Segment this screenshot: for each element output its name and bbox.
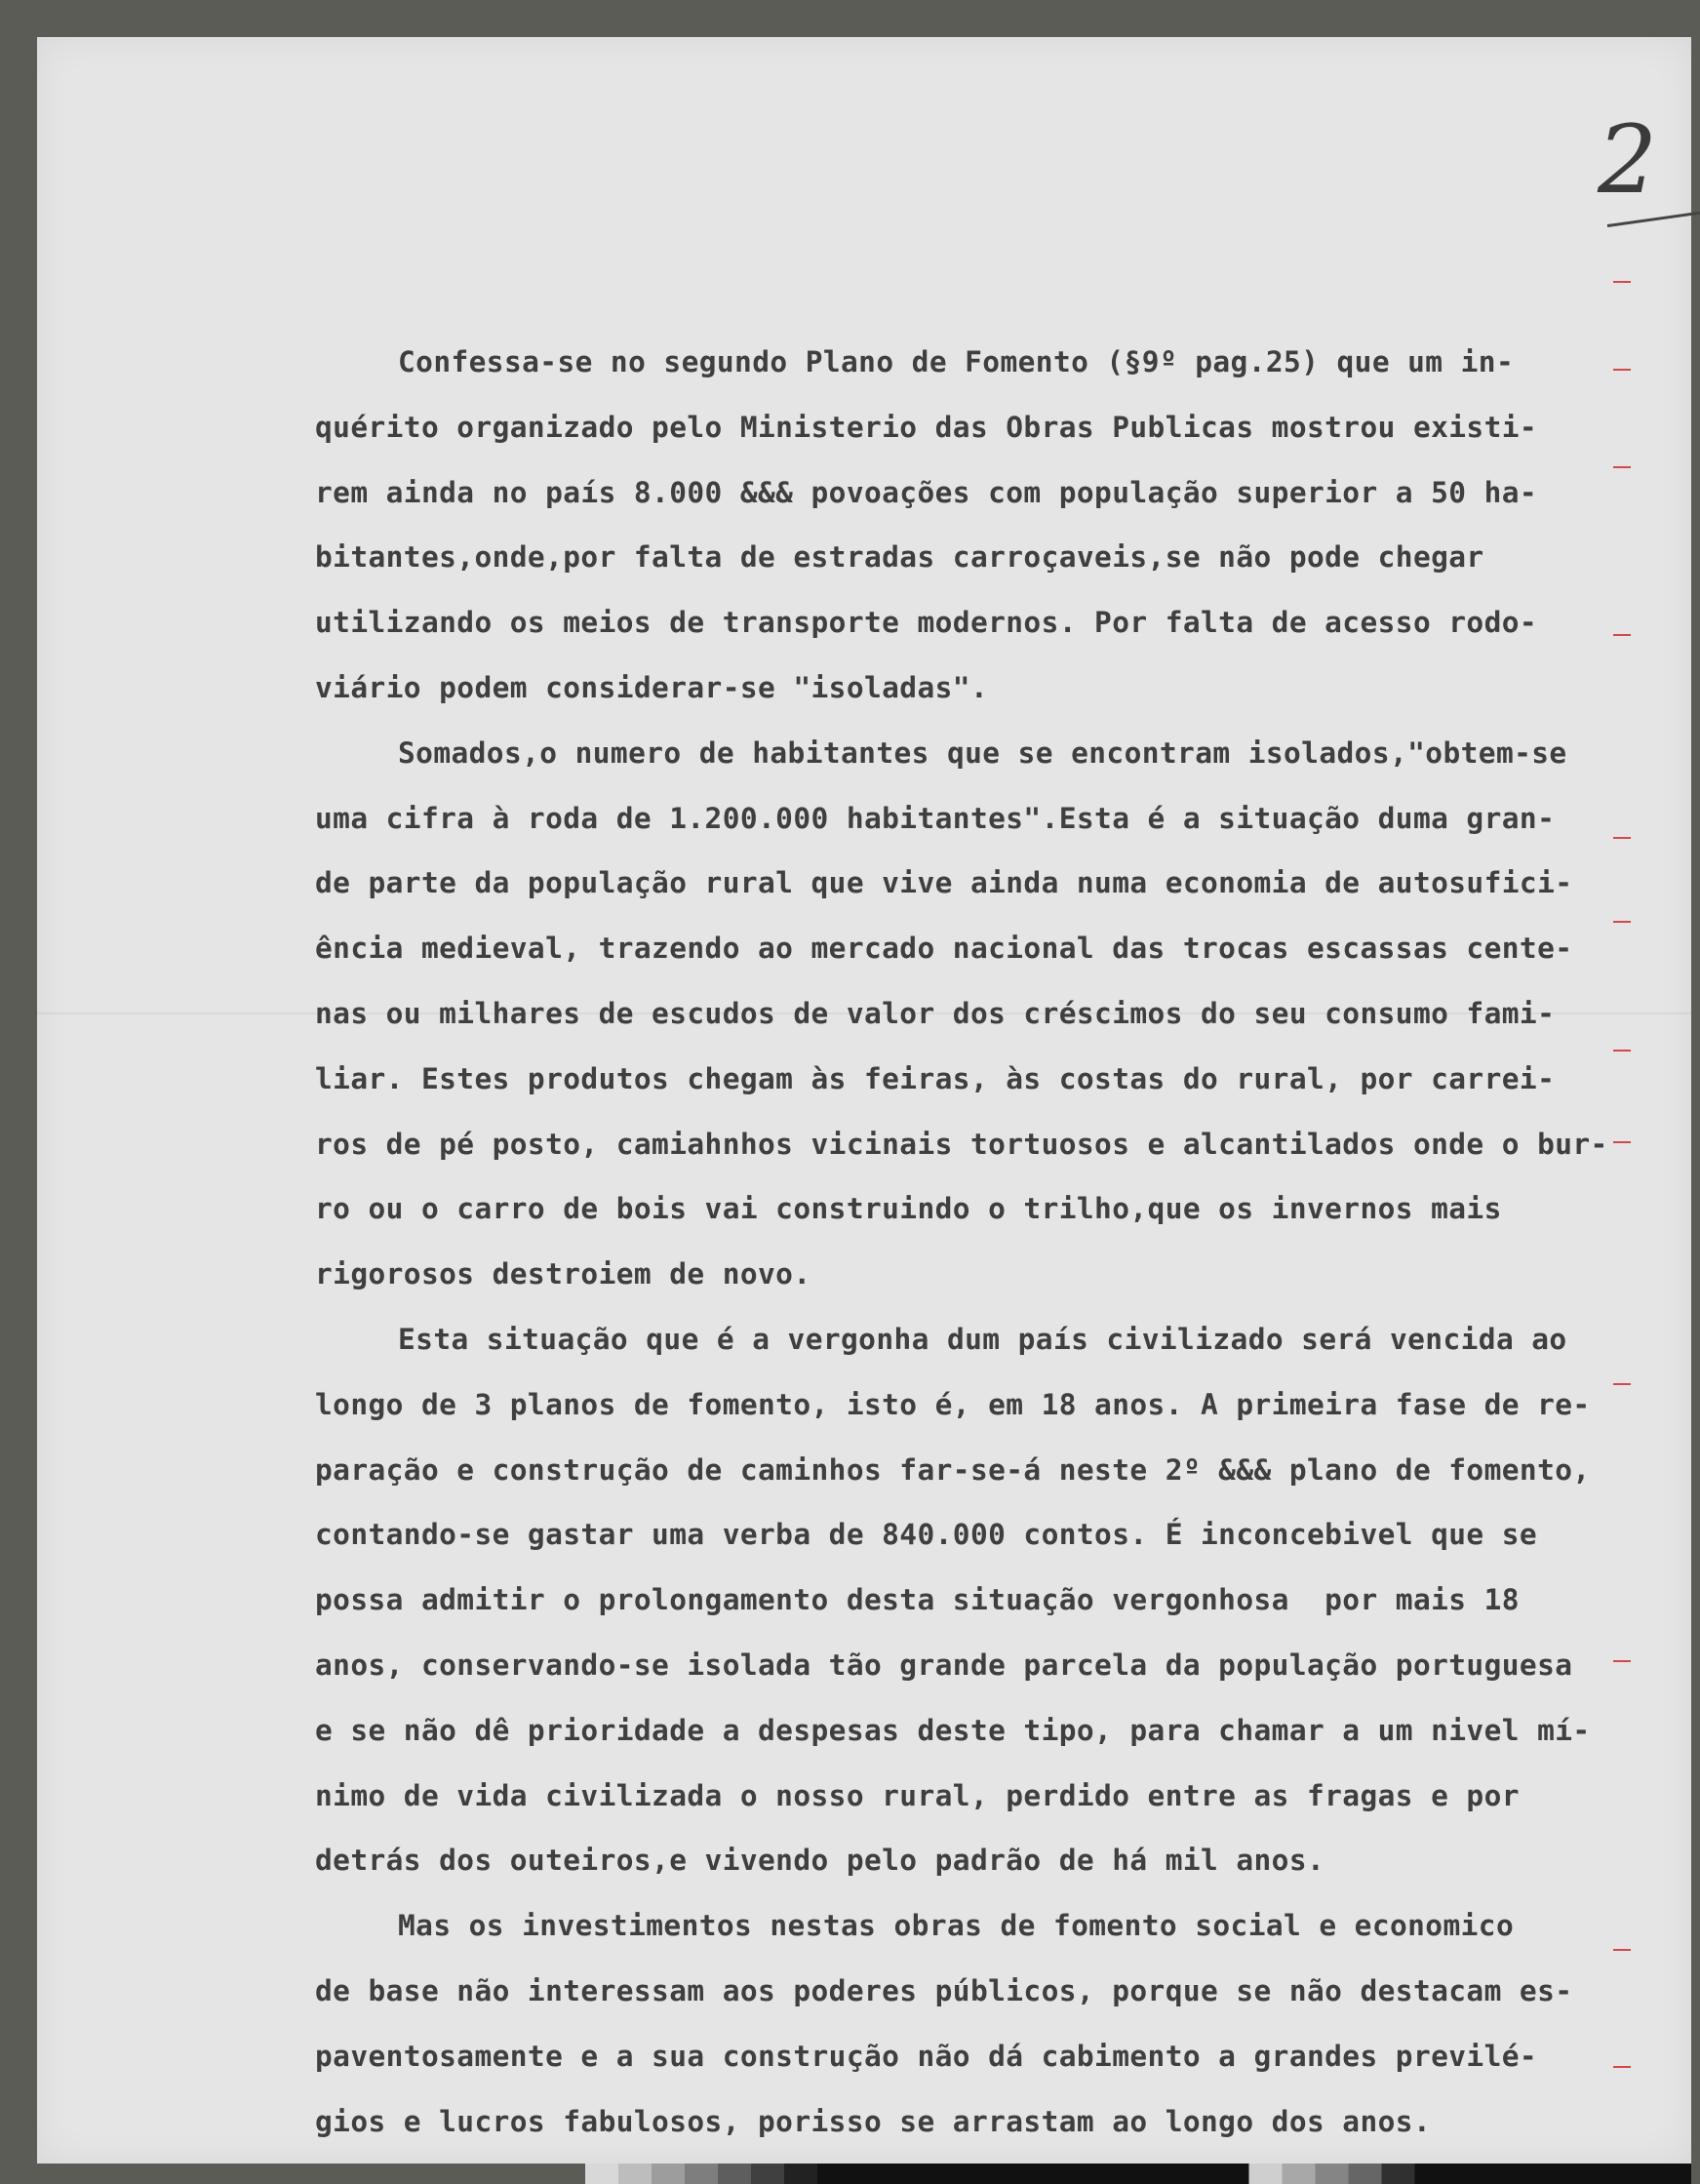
text-line: Confessa-se no segundo Plano de Fomento (§9º pag.25) que um in- xyxy=(398,345,1515,378)
text-line: Somados,o numero de habitantes que se encontram isolados,"obtem-se xyxy=(398,735,1567,770)
text-line: quérito organizado pelo Ministerio das Obras Publicas mostrou existi- xyxy=(315,410,1538,444)
text-line: rigorosos destroiem de novo. xyxy=(315,1257,811,1291)
document-page xyxy=(37,37,1691,2164)
typewritten-body xyxy=(315,330,1671,2154)
paragraph xyxy=(315,330,1671,721)
paragraph xyxy=(315,721,1671,1307)
text-line: gios e lucros fabulosos, porisso se arrastam ao longo dos anos. xyxy=(315,2104,1432,2138)
text-line: de parte da população rural que vive ainda numa economia de autosufici- xyxy=(315,866,1573,900)
text-line: nimo de vida civilizada o nosso rural, perdido entre as fragas e por xyxy=(315,1778,1520,1812)
text-line: rem ainda no país 8.000 &&& povoações com população superior a 50 ha- xyxy=(315,475,1538,509)
text-line: ro ou o carro de bois vai construindo o trilho,que os invernos mais xyxy=(315,1192,1502,1226)
text-line: de base não interessam aos poderes públicos, porque se não destacam es- xyxy=(315,1973,1573,2007)
text-line: Esta situação que é a vergonha dum país civilizado será vencida ao xyxy=(398,1322,1567,1356)
margin-correction-mark xyxy=(1613,281,1631,283)
text-line: contando-se gastar uma verba de 840.000 contos. É inconcebivel que se xyxy=(315,1518,1538,1552)
page-number: 2 xyxy=(1598,105,1658,215)
text-line: paração e construção de caminhos far-se-á neste 2º &&& plano de fomento, xyxy=(315,1452,1591,1487)
text-line: longo de 3 planos de fomento, isto é, em 18 anos. A primeira fase de re- xyxy=(315,1387,1591,1421)
text-line: detrás dos outeiros,e vivendo pelo padrão de há mil anos. xyxy=(315,1844,1325,1878)
text-line: bitantes,onde,por falta de estradas carroçaveis,se não pode chegar xyxy=(315,540,1484,575)
text-line: e se não dê prioridade a despesas deste tipo, para chamar a um nivel mí- xyxy=(315,1713,1591,1747)
scan-calibration-strip xyxy=(585,2164,1691,2184)
text-line: liar. Estes produtos chegam às feiras, às costas do rural, por carrei- xyxy=(315,1061,1556,1095)
text-line: paventosamente e a sua construção não dá cabimento a grandes previlé- xyxy=(315,2039,1538,2073)
text-line: utilizando os meios de transporte modernos. Por falta de acesso rodo- xyxy=(315,606,1538,640)
text-line: nas ou milhares de escudos de valor dos créscimos do seu consumo fami- xyxy=(315,996,1556,1030)
text-line: possa admitir o prolongamento desta situação vergonhosa por mais 18 xyxy=(315,1583,1520,1617)
text-line: anos, conservando-se isolada tão grande parcela da população portuguesa xyxy=(315,1648,1573,1682)
text-line: Mas os investimentos nestas obras de fomento social e economico xyxy=(398,1909,1515,1943)
text-line: ência medieval, trazendo ao mercado nacional das trocas escassas cente- xyxy=(315,932,1573,966)
text-line: uma cifra à roda de 1.200.000 habitantes".Esta é a situação duma gran- xyxy=(315,801,1556,835)
paragraph xyxy=(315,1307,1671,1893)
text-line: viário podem considerar-se "isoladas". xyxy=(315,670,989,704)
text-line: ros de pé posto, camiahnhos vicinais tortuosos e alcantilados onde o bur- xyxy=(315,1127,1608,1161)
paragraph xyxy=(315,1893,1671,2154)
